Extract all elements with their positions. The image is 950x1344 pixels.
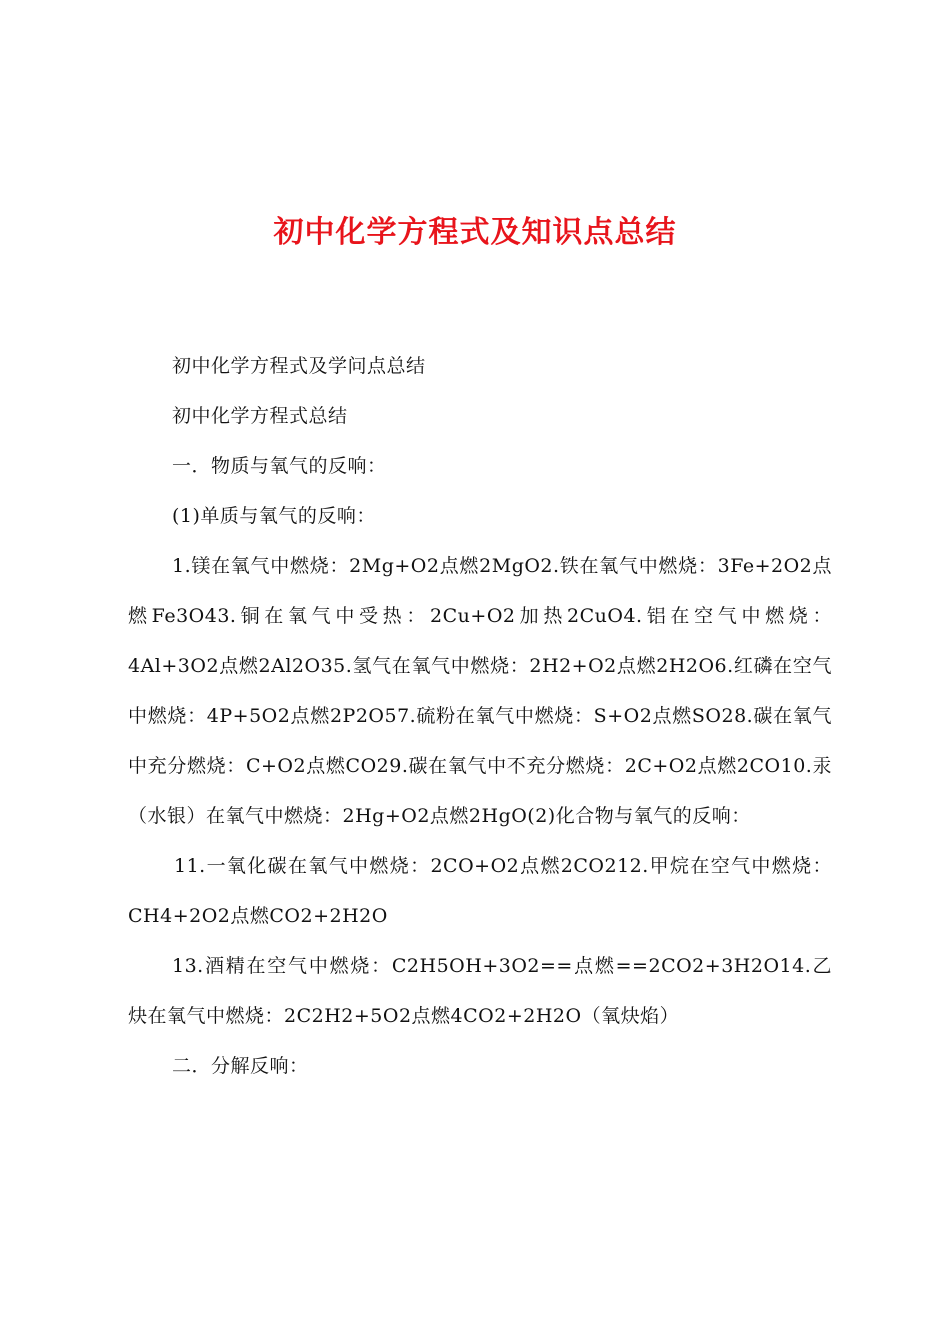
paragraph-reactions-11-12: 11.一氧化碳在氧气中燃烧：2CO+O2点燃2CO212.甲烷在空气中燃烧：CH4+2O2点燃CO2+2H2O bbox=[128, 855, 832, 927]
document-body bbox=[128, 341, 832, 1091]
paragraph-subsection-elements: (1)单质与氧气的反响： bbox=[172, 505, 376, 527]
paragraph-section-oxygen: 一．物质与氧气的反响： bbox=[172, 455, 387, 477]
paragraph-reactions-13-14: 13.酒精在空气中燃烧：C2H5OH+3O2==点燃==2CO2+3H2O14.乙炔在氧气中燃烧：2C2H2+5O2点燃4CO2+2H2O（氧炔焰） bbox=[128, 955, 832, 1027]
paragraph-heading-summary: 初中化学方程式及学问点总结 bbox=[172, 355, 426, 377]
paragraph-reactions-1-10: 1.镁在氧气中燃烧：2Mg+O2点燃2MgO2.铁在氧气中燃烧：3Fe+2O2点燃Fe3O43.铜在氧气中受热：2Cu+O2加热2CuO4.铝在空气中燃烧：4Al+3O2点燃2Al2O35.氢气在氧气中燃烧：2H2+O2点燃2H2O6.红磷在空气中燃烧：4P+5O2点燃2P2O57.硫粉在氧气中燃烧：S+O2点燃SO28.碳在氧气中充分燃烧：C+O2点燃CO29.碳在氧气中不充分燃烧：2C+O2点燃2CO10.汞（水银）在氧气中燃烧：2Hg+O2点燃2HgO(2)化合物与氧气的反响： bbox=[128, 555, 832, 827]
paragraph-section-decomposition: 二．分解反响： bbox=[172, 1055, 309, 1077]
document-title: 初中化学方程式及知识点总结 bbox=[273, 215, 677, 250]
paragraph-equation-summary: 初中化学方程式总结 bbox=[172, 405, 348, 427]
